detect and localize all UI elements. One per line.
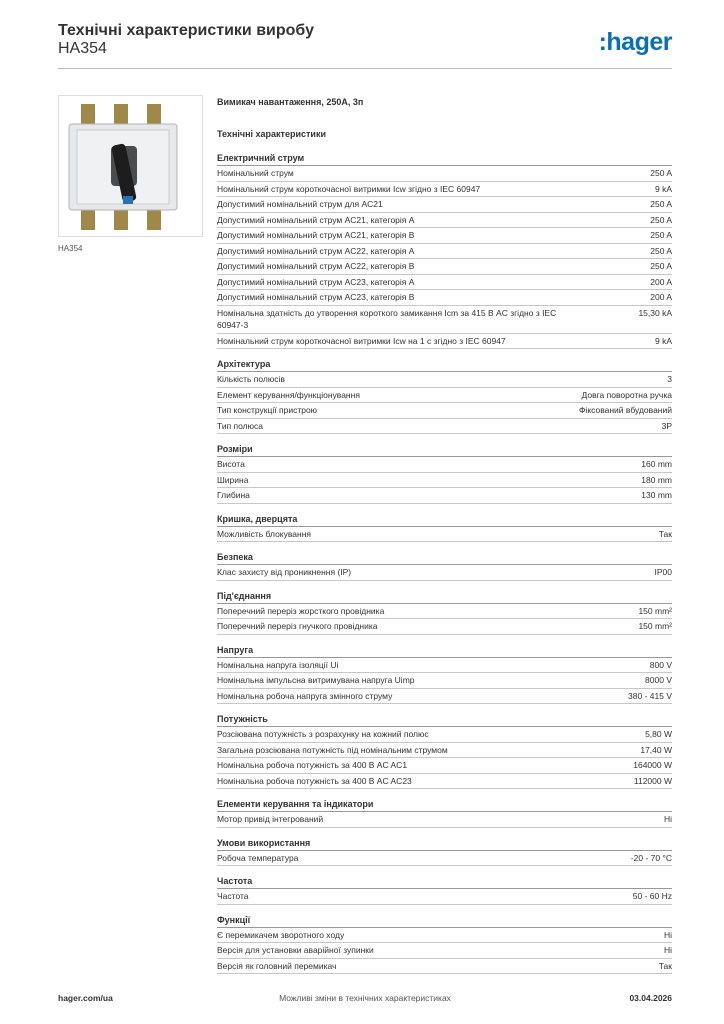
page-title: Технічні характеристики виробу <box>58 22 314 39</box>
spec-row <box>217 213 672 229</box>
spec-row <box>217 388 672 404</box>
tech-heading: Технічні характеристики <box>217 129 326 139</box>
spec-value: 800 V <box>649 659 672 670</box>
spec-section <box>217 915 672 975</box>
spec-label: Допустимий номінальний струм для AC21 <box>217 199 383 209</box>
spec-value: Так <box>658 528 672 539</box>
spec-label: Допустимий номінальний струм AC22, категорія A <box>217 245 415 256</box>
spec-value: 250 A <box>650 168 672 178</box>
spec-value: 17,40 W <box>640 744 672 755</box>
footer-website[interactable]: hager.com/ua <box>58 993 113 1003</box>
spec-row <box>217 774 672 790</box>
section-title: Напруга <box>217 645 672 658</box>
spec-row <box>217 334 672 350</box>
spec-value: 50 - 60 Hz <box>632 891 672 901</box>
spec-row <box>217 743 672 759</box>
product-name: Вимикач навантаження, 250А, 3п <box>217 97 364 107</box>
spec-value: 8000 V <box>645 675 672 685</box>
footer-note: Можливі зміни в технічних характеристиках <box>279 993 451 1003</box>
spec-row <box>217 457 672 473</box>
spec-label: Є перемикачем зворотного ходу <box>217 929 345 940</box>
spec-value: Ні <box>663 945 672 955</box>
spec-row <box>217 488 672 504</box>
spec-row <box>217 166 672 182</box>
spec-row <box>217 959 672 975</box>
spec-value: 9 kA <box>654 335 672 346</box>
spec-value: IP00 <box>654 567 672 577</box>
section-title: Елементи керування та індикатори <box>217 799 672 812</box>
spec-row <box>217 604 672 620</box>
spec-content <box>217 97 672 984</box>
spec-value: Довга поворотна ручка <box>581 389 672 400</box>
spec-section <box>217 153 672 349</box>
spec-value: Ні <box>663 929 672 940</box>
spec-row <box>217 306 672 334</box>
spec-value: 15,30 kA <box>638 307 672 318</box>
hager-logo: :hager <box>598 28 672 56</box>
section-title: Електричний струм <box>217 153 672 166</box>
spec-label: Версія для установки аварійної зупинки <box>217 945 374 955</box>
spec-label: Допустимий номінальний струм AC23, категорія B <box>217 292 415 302</box>
section-title: Кришка, дверцята <box>217 514 672 527</box>
spec-value: 250 A <box>650 245 672 256</box>
spec-label: Кількість полюсів <box>217 374 285 384</box>
spec-label: Номінальний струм короткочасної витримки Icw згідно з IEC 60947 <box>217 183 481 194</box>
spec-row <box>217 658 672 674</box>
spec-label: Номінальна напруга ізоляції Ui <box>217 659 339 670</box>
spec-label: Розсіювана потужність з розрахунку на кожний полюс <box>217 729 429 739</box>
spec-value: 5,80 W <box>645 729 672 739</box>
spec-label: Номінальна робоча потужність за 400 В AC AC1 <box>217 760 408 770</box>
spec-value: 200 A <box>650 292 672 302</box>
spec-row <box>217 182 672 198</box>
spec-sections <box>217 153 672 974</box>
spec-row <box>217 197 672 213</box>
spec-value: 180 mm <box>641 474 672 485</box>
spec-row <box>217 673 672 689</box>
spec-value: 164000 W <box>633 760 672 770</box>
spec-label: Глибина <box>217 490 250 500</box>
spec-row <box>217 689 672 705</box>
section-title: Розміри <box>217 444 672 457</box>
spec-row <box>217 565 672 581</box>
spec-row <box>217 943 672 959</box>
spec-value: Ні <box>663 814 672 824</box>
spec-label: Висота <box>217 459 245 469</box>
spec-value: Так <box>658 960 672 971</box>
spec-label: Допустимий номінальний струм AC21, категорія B <box>217 230 415 240</box>
spec-value: Фіксований вбудований <box>578 405 672 415</box>
image-caption: HA354 <box>58 244 83 253</box>
spec-row <box>217 812 672 828</box>
spec-label: Робоча температура <box>217 852 299 863</box>
spec-label: Можливість блокування <box>217 528 312 539</box>
spec-section <box>217 591 672 635</box>
spec-value: 200 A <box>650 276 672 287</box>
spec-value: 250 A <box>650 230 672 240</box>
section-title: Безпека <box>217 552 672 565</box>
spec-label: Версія як головний перемикач <box>217 960 337 971</box>
spec-row <box>217 851 672 867</box>
spec-label: Номінальна здатність до утворення короткого замикання Icm за 415 В AC згідно з IEC 60947-3 <box>217 307 557 330</box>
spec-row <box>217 727 672 743</box>
spec-label: Номінальна робоча напруга змінного струму <box>217 690 393 701</box>
spec-section <box>217 359 672 434</box>
footer-date: 03.04.2026 <box>629 993 672 1003</box>
spec-label: Ширина <box>217 474 249 485</box>
spec-section <box>217 799 672 828</box>
spec-label: Допустимий номінальний струм AC22, категорія B <box>217 261 415 271</box>
spec-value: 9 kA <box>654 183 672 194</box>
spec-label: Частота <box>217 891 249 901</box>
spec-row <box>217 928 672 944</box>
spec-row <box>217 290 672 306</box>
spec-row <box>217 275 672 291</box>
header-divider <box>58 68 672 69</box>
spec-section <box>217 444 672 504</box>
spec-section <box>217 838 672 867</box>
spec-row <box>217 372 672 388</box>
spec-label: Поперечний переріз гнучкого провідника <box>217 621 378 631</box>
spec-row <box>217 419 672 435</box>
spec-label: Поперечний переріз жорсткого провідника <box>217 605 385 616</box>
spec-value: 160 mm <box>641 459 672 469</box>
spec-section <box>217 714 672 789</box>
spec-label: Загальна розсіювана потужність під номінальним струмом <box>217 744 448 755</box>
spec-section <box>217 514 672 543</box>
spec-value: -20 - 70 °C <box>630 852 672 863</box>
spec-label: Допустимий номінальний струм AC23, категорія A <box>217 276 415 287</box>
spec-row <box>217 527 672 543</box>
spec-label: Номінальний струм <box>217 168 294 178</box>
spec-label: Елемент керування/функціонування <box>217 389 360 400</box>
spec-section <box>217 876 672 905</box>
spec-value: 112000 W <box>633 775 672 786</box>
spec-label: Мотор привід інтегрований <box>217 814 324 824</box>
spec-label: Тип полюса <box>217 420 263 431</box>
spec-row <box>217 259 672 275</box>
spec-label: Номінальна робоча потужність за 400 В AC AC23 <box>217 775 412 786</box>
spec-value: 150 mm² <box>638 605 672 616</box>
spec-value: 3 <box>667 374 672 384</box>
spec-section <box>217 645 672 705</box>
section-title: Під'єднання <box>217 591 672 604</box>
spec-value: 250 A <box>650 199 672 209</box>
section-title: Функції <box>217 915 672 928</box>
spec-value: 150 mm² <box>638 621 672 631</box>
spec-row <box>217 758 672 774</box>
section-title: Частота <box>217 876 672 889</box>
spec-section <box>217 552 672 581</box>
spec-value: 3P <box>661 420 672 431</box>
spec-row <box>217 244 672 260</box>
spec-row <box>217 473 672 489</box>
spec-row <box>217 619 672 635</box>
spec-value: 250 A <box>650 214 672 225</box>
spec-row <box>217 889 672 905</box>
product-code: HA354 <box>58 40 107 57</box>
section-title: Умови використання <box>217 838 672 851</box>
product-image <box>58 95 203 237</box>
spec-value: 250 A <box>650 261 672 271</box>
spec-value: 380 - 415 V <box>628 690 672 701</box>
spec-row <box>217 228 672 244</box>
page-header <box>58 22 314 58</box>
spec-label: Номінальна імпульсна витримувана напруга Uimp <box>217 675 415 685</box>
spec-label: Номінальний струм короткочасної витримки Icw на 1 с згідно з IEC 60947 <box>217 335 506 346</box>
spec-value: 130 mm <box>641 490 672 500</box>
spec-label: Клас захисту від проникнення (IP) <box>217 567 352 577</box>
spec-label: Тип конструкції пристрою <box>217 405 318 415</box>
section-title: Потужність <box>217 714 672 727</box>
spec-row <box>217 403 672 419</box>
section-title: Архітектура <box>217 359 672 372</box>
spec-label: Допустимий номінальний струм AC21, категорія A <box>217 214 415 225</box>
